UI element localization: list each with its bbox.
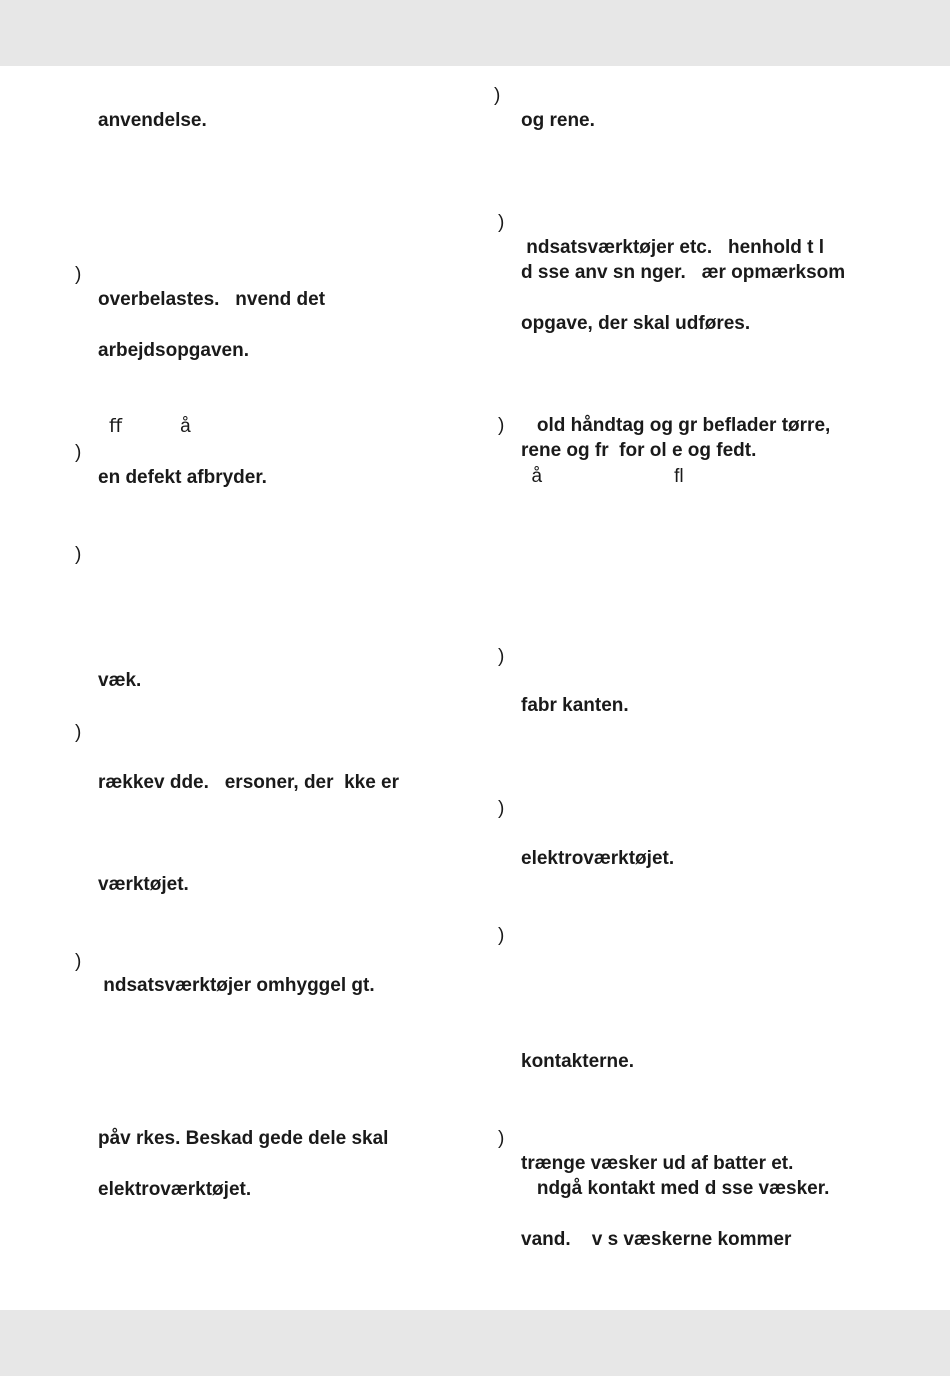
text-line: elektroværktøjet. — [98, 1179, 252, 1200]
text-line: og rene. — [521, 110, 595, 131]
text-line: påv rkes. Beskad gede dele skal — [98, 1128, 389, 1149]
text-line: ) — [498, 925, 505, 946]
text-line: ndgå kontakt med d sse væsker. — [521, 1178, 830, 1199]
text-line: trænge væsker ud af batter et. — [521, 1153, 794, 1174]
text-line: ) — [498, 415, 505, 436]
text-line: vand. v s væskerne kommer — [521, 1229, 792, 1250]
text-line: ndsatsværktøjer etc. henhold t l — [521, 237, 825, 258]
text-line: ) — [75, 951, 82, 972]
text-line: opgave, der skal udføres. — [521, 313, 751, 334]
text-line: old håndtag og gr beflader tørre, — [521, 415, 831, 436]
text-line: rækkev dde. ersoner, der kke er — [98, 772, 400, 793]
text-line: ) — [498, 798, 505, 819]
text-line: ) — [498, 212, 505, 233]
text-line: å ﬂ — [521, 466, 684, 487]
text-line: ﬀ å — [109, 416, 191, 437]
footer-band — [0, 1310, 950, 1376]
text-line: elektroværktøjet. — [521, 848, 675, 869]
text-line: fabr kanten. — [521, 695, 629, 716]
text-line: ) — [498, 646, 505, 667]
text-line: ) — [75, 544, 82, 565]
text-line: ) — [494, 85, 501, 106]
header-band — [0, 0, 950, 66]
text-line: ) — [75, 264, 82, 285]
text-line: arbejdsopgaven. — [98, 340, 249, 361]
text-line: anvendelse. — [98, 110, 207, 131]
text-line: d sse anv sn nger. ær opmærksom — [521, 262, 846, 283]
text-line: værktøjet. — [98, 874, 189, 895]
text-line: ) — [75, 442, 82, 463]
text-line: kontakterne. — [521, 1051, 634, 1072]
text-line: rene og fr for ol e og fedt. — [521, 440, 757, 461]
text-line: væk. — [98, 670, 142, 691]
text-line: ) — [75, 722, 82, 743]
text-line: ndsatsværktøjer omhyggel gt. — [98, 975, 375, 996]
text-line: overbelastes. nvend det — [98, 289, 326, 310]
text-line: en defekt afbryder. — [98, 467, 267, 488]
text-line: ) — [498, 1128, 505, 1149]
